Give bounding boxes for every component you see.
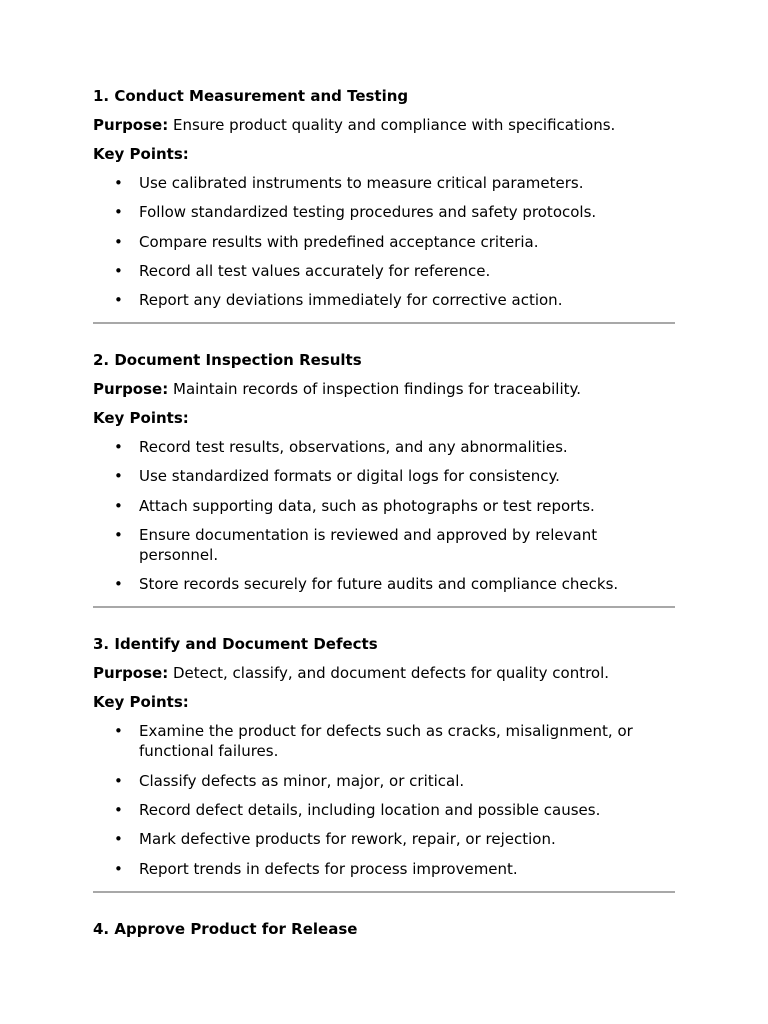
section-approve-release (93, 919, 675, 939)
key-points-label: Key Points: (93, 409, 189, 428)
purpose-label: Purpose: (93, 116, 169, 134)
section-title: 2. Document Inspection Results (93, 351, 362, 370)
purpose-line (93, 115, 675, 135)
key-points-label: Key Points: (93, 145, 189, 163)
section-title: 1. Conduct Measurement and Testing (93, 87, 409, 105)
list-item: • Use calibrated instruments to measure critical parameters. (93, 173, 675, 193)
purpose-line (93, 379, 675, 399)
document-page (93, 86, 675, 948)
list-item: • Classify defects as minor, major, or critical. (93, 771, 675, 791)
key-points-list (93, 437, 675, 594)
section-measurement-testing (93, 86, 675, 310)
key-points-list (93, 721, 675, 878)
section-divider (93, 891, 675, 893)
list-item: • Record all test values accurately for reference. (93, 261, 675, 281)
list-item: • Examine the product for defects such as cracks, misalignment, or functional failures. (93, 721, 675, 761)
key-points-label: Key Points: (93, 693, 189, 712)
purpose-line (93, 663, 675, 683)
section-divider (93, 606, 675, 608)
section-inspection-results (93, 350, 675, 594)
section-title: 3. Identify and Document Defects (93, 635, 378, 654)
section-defects (93, 634, 675, 878)
list-item: • Follow standardized testing procedures and safety protocols. (93, 202, 675, 222)
purpose-text: Ensure product quality and compliance with specifications. (173, 116, 616, 134)
list-item: • Store records securely for future audits and compliance checks. (93, 574, 675, 594)
list-item: • Use standardized formats or digital logs for consistency. (93, 466, 675, 486)
list-item: • Record defect details, including location and possible causes. (93, 800, 675, 820)
purpose-label: Purpose: (93, 380, 169, 399)
list-item: • Mark defective products for rework, repair, or rejection. (93, 829, 675, 849)
purpose-text: Detect, classify, and document defects for quality control. (173, 664, 610, 683)
key-points-list (93, 173, 675, 310)
list-item: • Ensure documentation is reviewed and approved by relevant personnel. (93, 525, 675, 565)
list-item: • Compare results with predefined acceptance criteria. (93, 232, 675, 252)
list-item: • Record test results, observations, and any abnormalities. (93, 437, 675, 457)
section-title: 4. Approve Product for Release (93, 919, 358, 938)
list-item: • Attach supporting data, such as photographs or test reports. (93, 496, 675, 516)
purpose-text: Maintain records of inspection findings for traceability. (173, 380, 582, 399)
section-divider (93, 322, 675, 324)
purpose-label: Purpose: (93, 664, 169, 683)
list-item: • Report trends in defects for process improvement. (93, 859, 675, 879)
list-item: • Report any deviations immediately for corrective action. (93, 290, 675, 310)
